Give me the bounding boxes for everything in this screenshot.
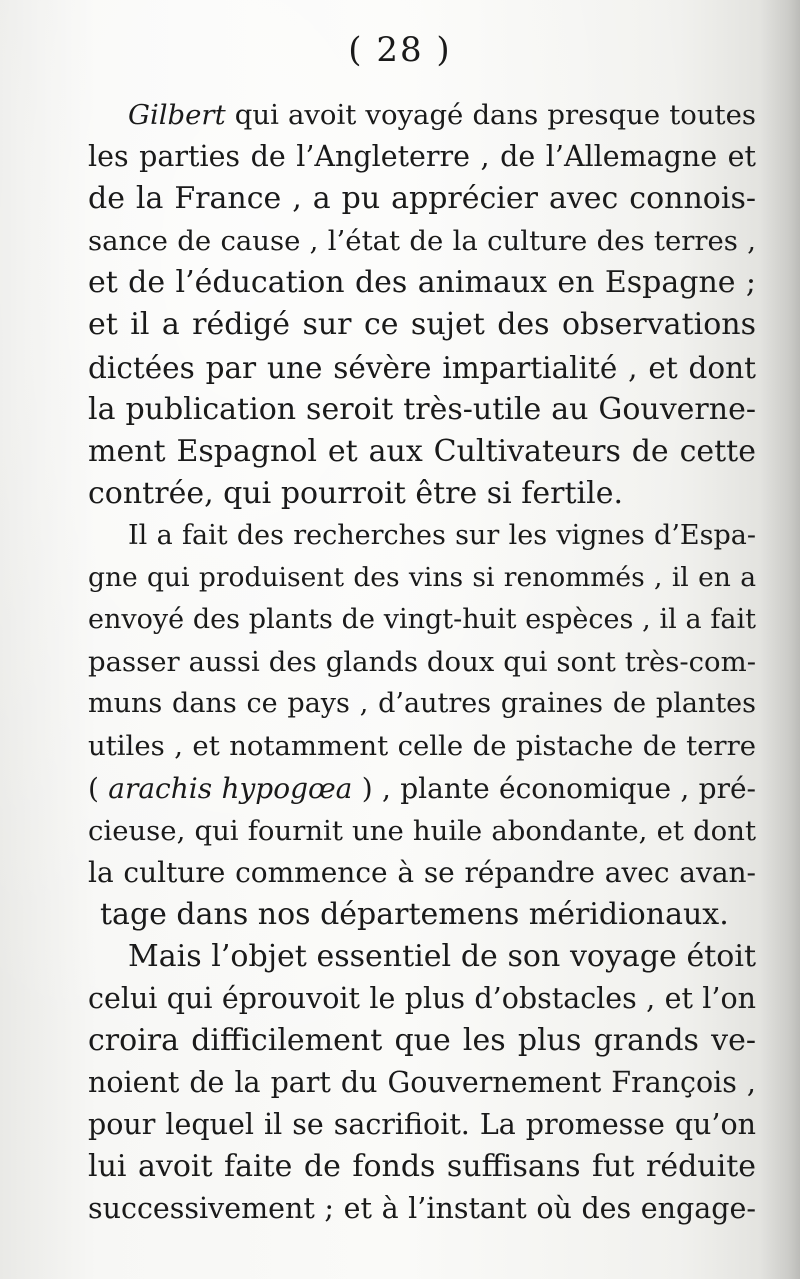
text-line: dictées par une sévère impartialité , et dont: [88, 350, 756, 385]
text-line: contrée, qui pourroit être si fertile.: [88, 475, 624, 511]
text-line: celui qui éprouvoit le plus d’obstacles , et l’on: [88, 981, 756, 1015]
text-line: Mais l’objet essentiel de son voyage étoit: [128, 938, 756, 974]
text-line: croira difficilement que les plus grands ve-: [88, 1023, 756, 1059]
text-line: la culture commence à se répandre avec avan-: [88, 855, 756, 889]
text-line: muns dans ce pays , d’autres graines de plantes: [88, 688, 756, 720]
body-text: [88, 94, 756, 1231]
text-line: Gilbert qui avoit voyagé dans presque toutes: [128, 99, 756, 131]
text-line: passer aussi des glands doux qui sont très-com-: [88, 646, 756, 679]
text-line: ment Espagnol et aux Cultivateurs de cette: [88, 433, 756, 469]
text-line: Il a fait des recherches sur les vignes d’Espa-: [128, 519, 756, 551]
text-line: pour lequel il se sacrifioit. La promesse qu’on: [88, 1108, 756, 1142]
text-line: successivement ; et à l’instant où des engage-: [88, 1192, 756, 1226]
text-line: envoyé des plants de vingt-huit espèces , il a fait: [88, 604, 756, 636]
text-line: noient de la part du Gouvernement François ,: [88, 1066, 756, 1100]
text-line: gne qui produisent des vins si renommés , il en a: [88, 562, 756, 594]
text-line: lui avoit faite de fonds suffisans fut réduite: [88, 1149, 756, 1185]
text-line: utiles , et notamment celle de pistache de terre: [88, 730, 756, 763]
text-line: sance de cause , l’état de la culture des terres ,: [88, 225, 756, 258]
text-line: ( arachis hypogœa ) , plante économique , pré-: [88, 771, 756, 805]
text-line: et de l’éducation des animaux en Espagne ;: [88, 265, 756, 301]
text-line: cieuse, qui fournit une huile abondante, et dont: [88, 814, 756, 847]
page-number: ( 28 ): [348, 30, 452, 70]
text-line: de la France , a pu apprécier avec connois-: [88, 181, 756, 217]
page-edge-shadow: [760, 0, 800, 1279]
text-line: les parties de l’Angleterre , de l’Allemagne et: [88, 140, 756, 174]
text-line: et il a rédigé sur ce sujet des observations: [88, 307, 756, 343]
text-line: la publication seroit très-utile au Gouverne-: [88, 391, 756, 427]
text-line: tage dans nos départemens méridionaux.: [100, 896, 729, 932]
